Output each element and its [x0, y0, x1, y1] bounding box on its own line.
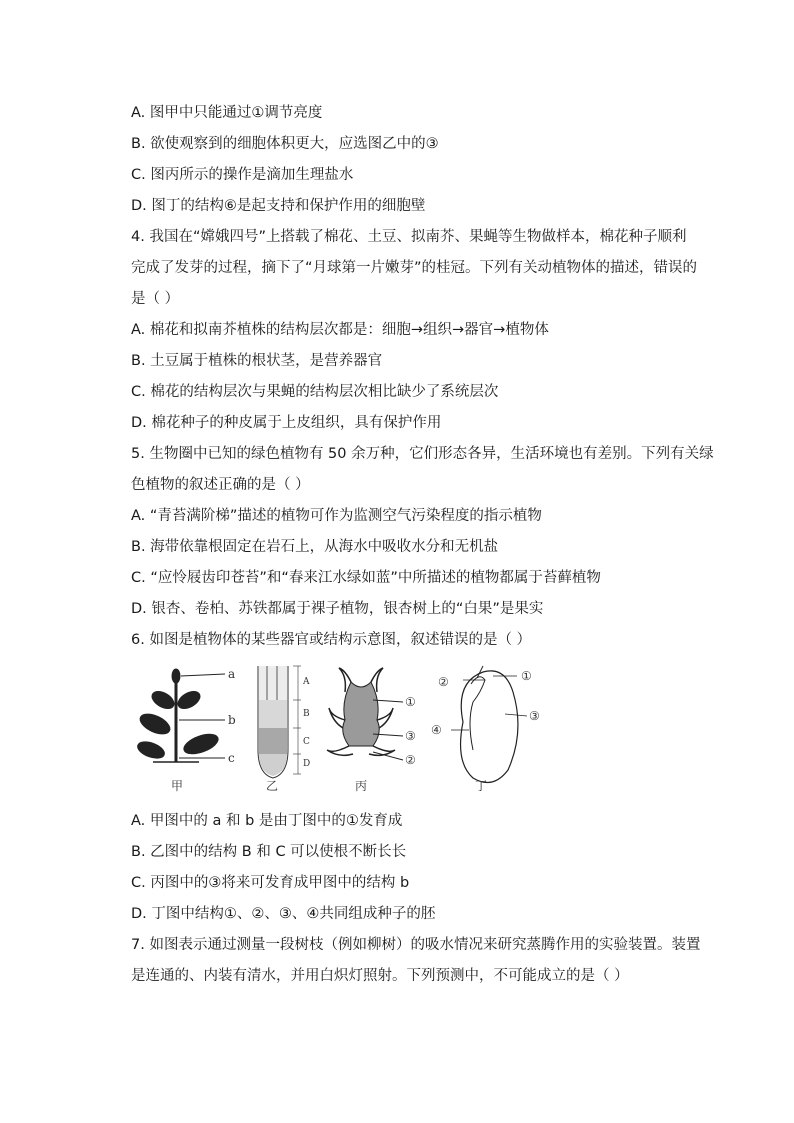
ding-label-1: ① [521, 669, 532, 683]
q5-option-a: A. “青苔满阶梯”描述的植物可作为监测空气污染程度的指示植物 [131, 508, 542, 524]
q7-stem-line2: 是连通的、内装有清水，并用白炽灯照射。下列预测中，不可能成立的是（ ） [131, 968, 629, 984]
yi-label-D: D [303, 759, 311, 769]
ding-label-4: ④ [431, 723, 442, 737]
q3-option-d: D. 图丁的结构⑥是起支持和保护作用的细胞壁 [131, 198, 426, 214]
ding-label-3: ③ [529, 709, 540, 723]
jia-label-a: a [228, 667, 236, 681]
q4-option-a: A. 棉花和拟南芥植株的结构层次都是：细胞→组织→器官→植物体 [131, 322, 549, 338]
bing-label-1: ① [405, 695, 416, 709]
q4-option-c: C. 棉花的结构层次与果蝇的结构层次相比缺少了系统层次 [131, 384, 499, 400]
panel-bing-bud [327, 668, 403, 760]
jia-label-c: c [228, 751, 235, 765]
q5-option-b: B. 海带依靠根固定在岩石上，从海水中吸收水分和无机盐 [131, 539, 499, 555]
q6-option-a: A. 甲图中的 a 和 b 是由丁图中的①发育成 [131, 813, 403, 829]
panel-label-ding: 丁 [475, 779, 488, 793]
ding-label-2: ② [438, 675, 449, 689]
panel-label-bing: 丙 [355, 779, 368, 793]
yi-label-B: B [303, 709, 310, 719]
q5-stem-line2: 色植物的叙述正确的是（ ） [131, 477, 310, 493]
panel-yi-root-tip [258, 666, 301, 778]
q4-stem-line2: 完成了发芽的过程，摘下了“月球第一片嫩芽”的桂冠。下列有关动植物体的描述，错误的 [131, 260, 698, 276]
jia-label-b: b [228, 713, 236, 727]
panel-ding-seed [451, 666, 527, 783]
q4-option-b: B. 土豆属于植株的根状茎，是营养器官 [131, 353, 383, 369]
panel-label-jia: 甲 [171, 779, 184, 793]
q3-option-a: A. 图甲中只能通过①调节亮度 [131, 105, 323, 121]
yi-label-C: C [303, 737, 310, 747]
q4-option-d: D. 棉花种子的种皮属于上皮组织，具有保护作用 [131, 415, 442, 431]
plant-structures-diagram [133, 662, 553, 802]
q5-option-d: D. 银杏、卷柏、苏铁都属于裸子植物，银杏树上的“白果”是果实 [131, 601, 544, 617]
q6-stem: 6. 如图是植物体的某些器官或结构示意图，叙述错误的是（ ） [131, 632, 532, 648]
yi-label-A: A [303, 677, 310, 687]
q3-option-b: B. 欲使观察到的细胞体积更大，应选图乙中的③ [131, 136, 439, 152]
q5-stem-line1: 5. 生物圈中已知的绿色植物有 50 余万种，它们形态各异，生活环境也有差别。下列有关绿 [131, 446, 714, 462]
q3-option-c: C. 图丙所示的操作是滴加生理盐水 [131, 167, 354, 183]
q4-stem-line1: 4. 我国在“嫦娥四号”上搭载了棉花、土豆、拟南芥、果蝇等生物做样本，棉花种子顺利 [131, 229, 687, 245]
panel-jia-plant [135, 669, 225, 762]
bing-label-3: ③ [405, 729, 416, 743]
q6-option-c: C. 丙图中的③将来可发育成甲图中的结构 b [131, 875, 410, 891]
q6-option-b: B. 乙图中的结构 B 和 C 可以使根不断长长 [131, 844, 407, 860]
q7-stem-line1: 7. 如图表示通过测量一段树枝（例如柳树）的吸水情况来研究蒸腾作用的实验装置。装置 [131, 937, 701, 953]
q6-figure [133, 662, 553, 802]
bing-label-2: ② [405, 753, 416, 767]
q4-stem-line3: 是（ ） [131, 291, 180, 307]
q6-option-d: D. 丁图中结构①、②、③、④共同组成种子的胚 [131, 906, 436, 922]
panel-label-yi: 乙 [266, 779, 279, 793]
q5-option-c: C. “应怜屐齿印苍苔”和“春来江水绿如蓝”中所描述的植物都属于苔藓植物 [131, 570, 601, 586]
